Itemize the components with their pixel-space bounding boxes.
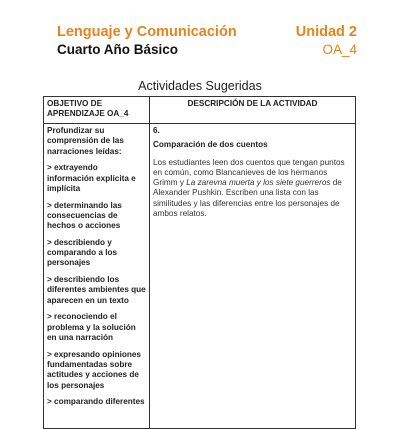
table-row <box>44 124 356 429</box>
activity-cell <box>150 124 356 429</box>
objective-item: Profundizar su comprensión de las narraciones leídas: <box>47 126 124 156</box>
subject-title: Lenguaje y Comunicación <box>57 24 237 40</box>
activity-column-header: DESCRIPCIÓN DE LA ACTIVIDAD <box>150 97 356 124</box>
objective-item: > extrayendo información explícita e implícita <box>47 163 136 193</box>
unit-label: Unidad 2 <box>295 24 357 40</box>
objectives-cell <box>44 124 150 429</box>
table-header-row <box>44 97 356 124</box>
header-row-1 <box>57 24 357 41</box>
objective-item: > expresando opiniones fundamentadas sobre actitudes y acciones de los personajes <box>47 349 141 390</box>
grade-label: Cuarto Año Básico <box>57 42 179 57</box>
objective-item: > determinando las consecuencias de hechos o acciones <box>47 200 122 231</box>
activity-description <box>153 158 352 220</box>
activity-text-part2: de Alexander Pushkin. Escriben una lista con las similitudes y las diferencias entre los personajes de ambos relatos. <box>153 178 342 219</box>
document-header <box>57 24 357 58</box>
objective-item: > describiendo y comparando a los personajes <box>47 237 118 268</box>
activity-text-italic: La zarevna muerta y los siete guerreros <box>186 178 331 188</box>
header-row-2 <box>57 41 357 58</box>
objective-code: OA_4 <box>322 42 357 57</box>
activity-number: 6. <box>153 126 160 135</box>
section-title: Actividades Sugeridas <box>138 79 262 93</box>
activities-table <box>43 96 356 429</box>
objective-item: > describiendo los diferentes ambientes que aparecen en un texto <box>47 275 146 305</box>
activity-text-part1: Los estudiantes leen dos cuentos que tengan puntos en común, como Blancanieves de los hermanos Grimm y <box>153 157 345 188</box>
activity-title: Comparación de dos cuentos <box>153 140 268 150</box>
objective-item: > reconociendo el problema y la solución en una narración <box>47 312 136 342</box>
objective-column-header: OBJETIVO DE APRENDIZAJE OA_4 <box>44 97 150 124</box>
objective-item: > comparando diferentes <box>47 397 145 407</box>
